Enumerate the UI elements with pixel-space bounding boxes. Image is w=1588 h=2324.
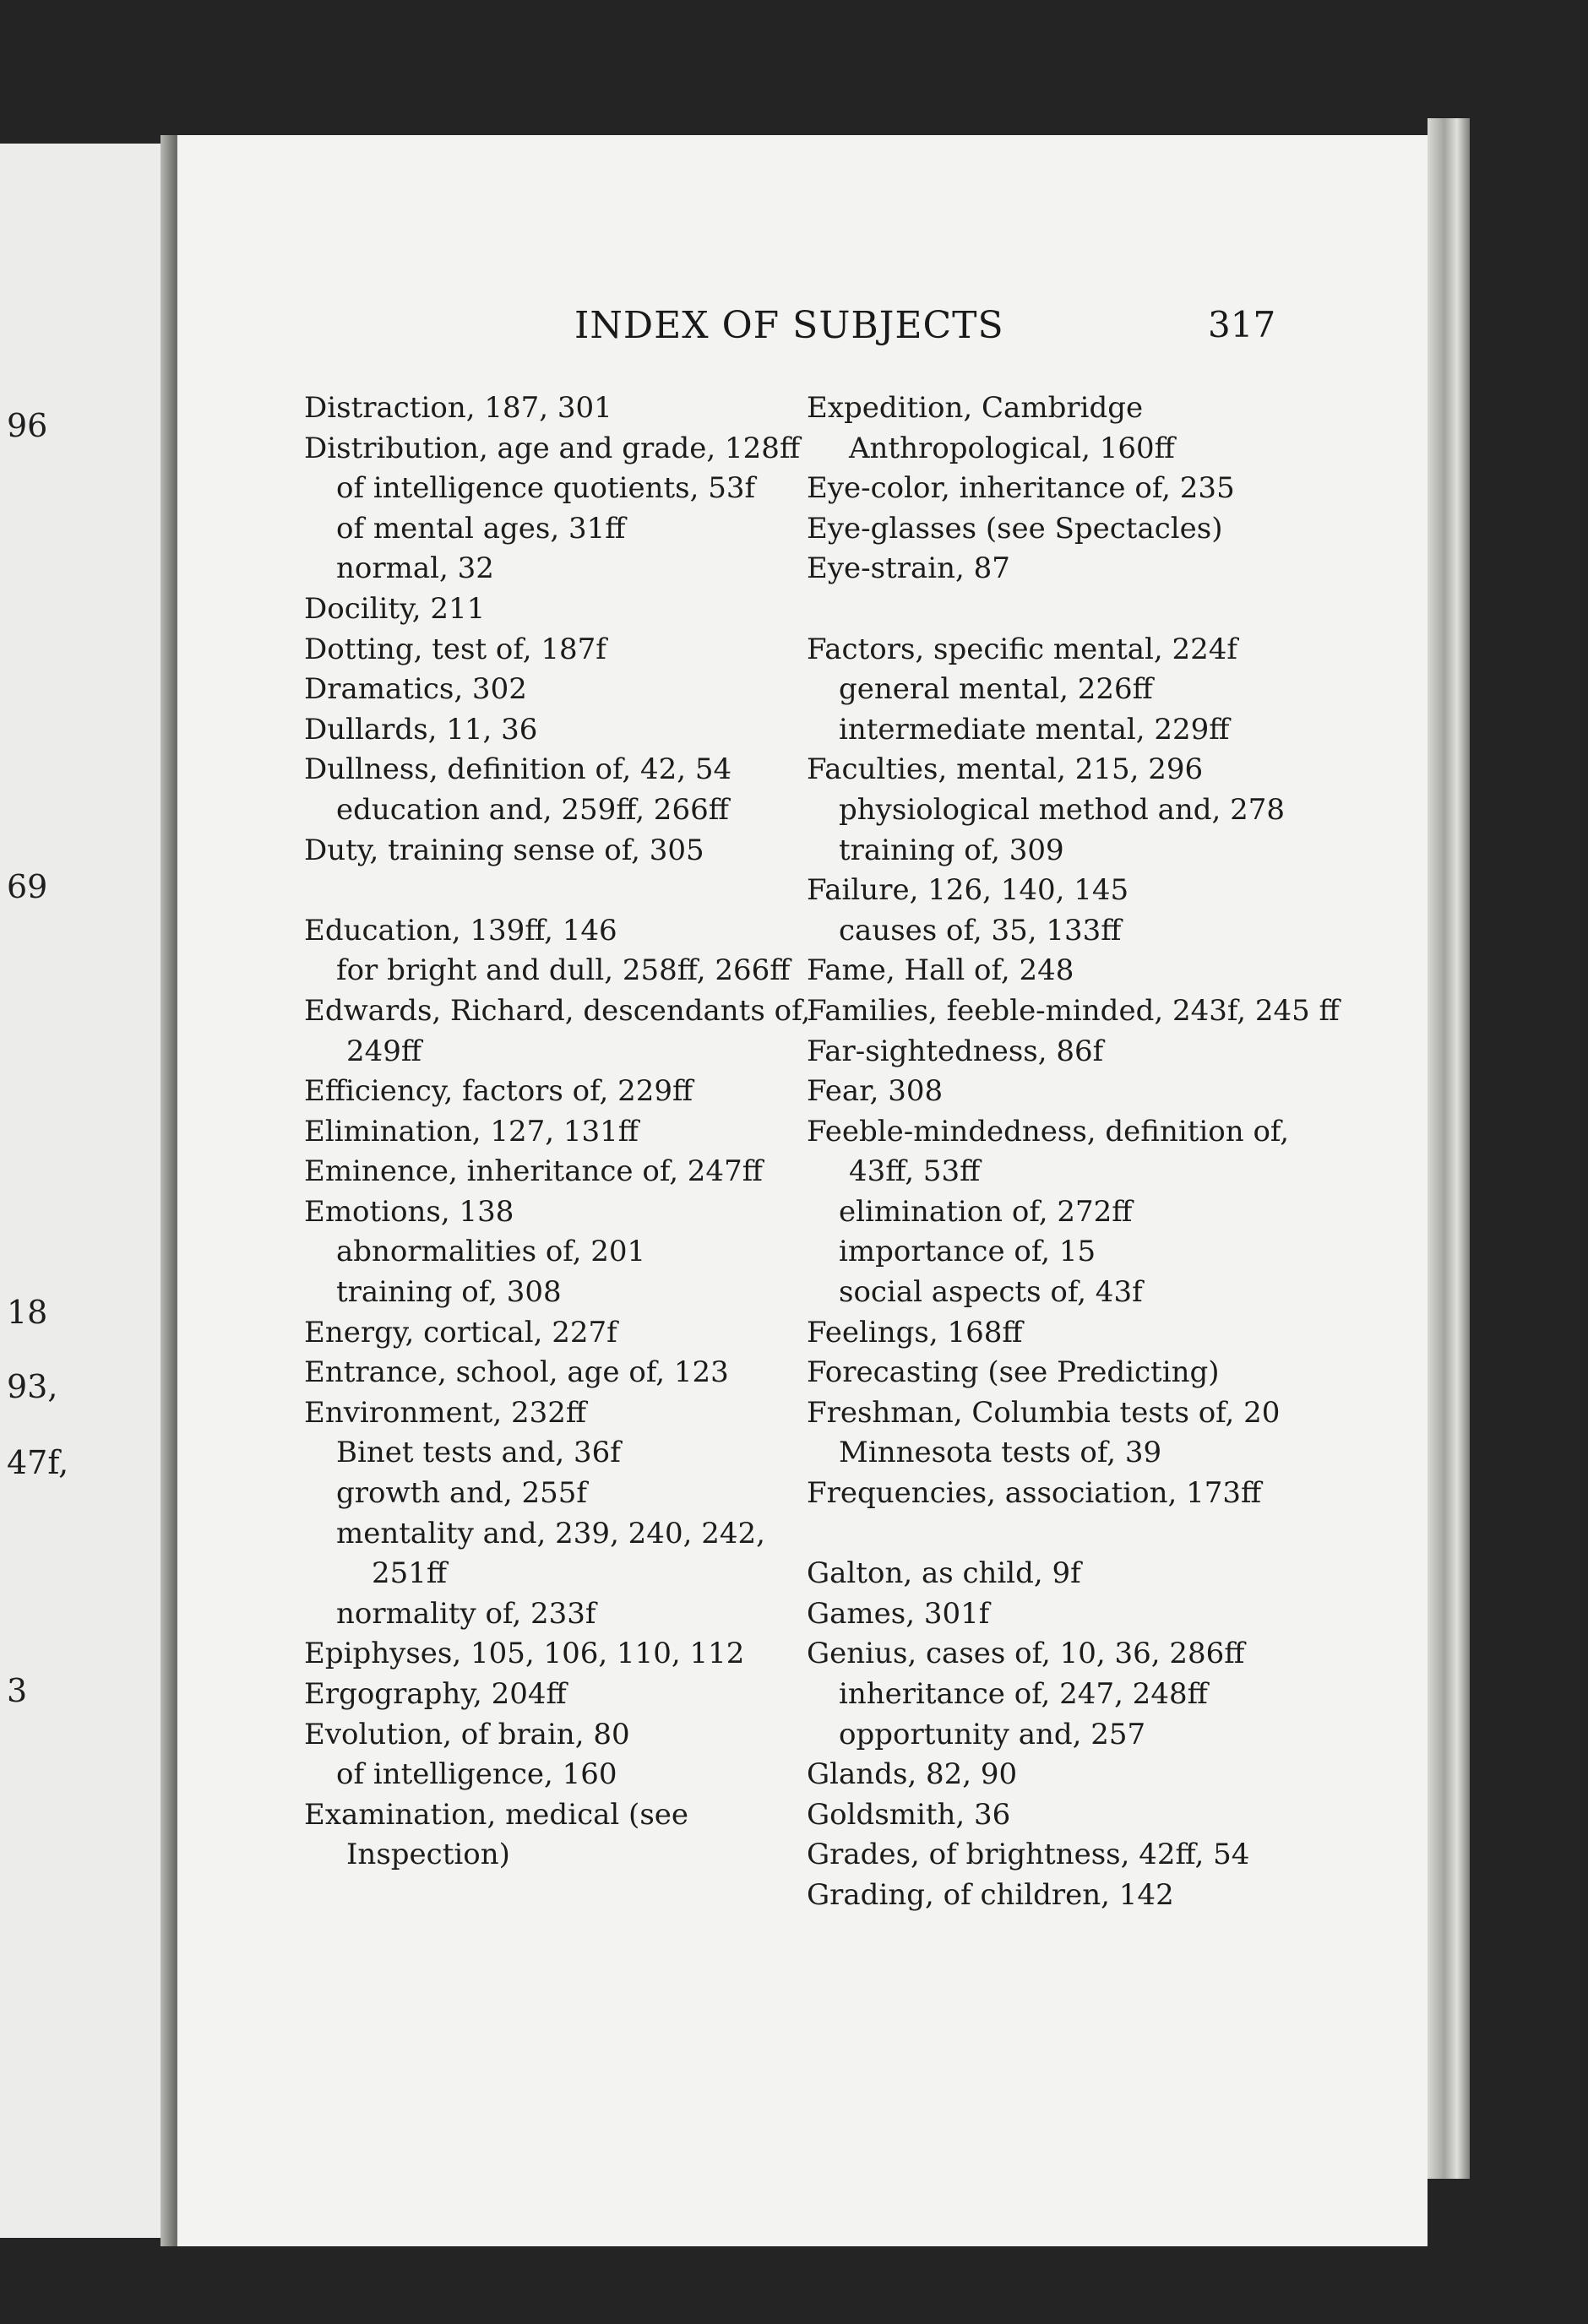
facing-page-number: 18: [7, 1294, 48, 1331]
index-entry: Distraction, 187, 301: [304, 391, 612, 425]
index-subentry: training of, 309: [839, 833, 1064, 867]
index-entry: Distribution, age and grade, 128ff: [304, 431, 801, 465]
page-number: 317: [1208, 304, 1276, 345]
index-gap: [304, 871, 819, 911]
index-entry: Grades, of brightness, 42ff, 54: [807, 1838, 1250, 1872]
index-subentry: physiological method and, 278: [839, 792, 1286, 827]
index-entry: Dullness, definition of, 42, 54: [304, 752, 732, 787]
index-gap: [807, 1514, 1347, 1555]
index-subentry: intermediate mental, 229ff: [839, 712, 1230, 747]
facing-page-edge: [0, 144, 160, 2238]
index-subentry: training of, 308: [336, 1275, 562, 1310]
index-entry: Ergography, 204ff: [304, 1677, 567, 1711]
index-subentry: opportunity and, 257: [839, 1717, 1146, 1751]
facing-page-number: 47f,: [7, 1444, 69, 1481]
index-entry: Games, 301f: [807, 1596, 990, 1631]
running-title: INDEX OF SUBJECTS: [574, 304, 1004, 347]
index-subentry: for bright and dull, 258ff, 266ff: [336, 953, 791, 988]
index-entry: Dullards, 11, 36: [304, 712, 538, 747]
index-subentry: elimination of, 272ff: [839, 1194, 1133, 1229]
facing-page-number: 69: [7, 868, 48, 905]
index-entry: Elimination, 127, 131ff: [304, 1114, 639, 1148]
index-subentry: mentality and, 239, 240, 242, 251ff: [336, 1516, 765, 1591]
index-entry: Failure, 126, 140, 145: [807, 873, 1129, 908]
index-column-left: [304, 388, 819, 1876]
index-subentry: of intelligence, 160: [336, 1757, 617, 1792]
index-subentry: of intelligence quotients, 53f: [336, 471, 756, 506]
index-entry: Examination, medical (see Inspection): [304, 1797, 689, 1872]
index-entry: Docility, 211: [304, 591, 486, 626]
page-header: [177, 304, 1428, 355]
index-entry: Freshman, Columbia tests of, 20: [807, 1395, 1281, 1430]
index-subentry: growth and, 255f: [336, 1476, 587, 1511]
index-entry: Dotting, test of, 187f: [304, 632, 606, 666]
index-entry: Fear, 308: [807, 1074, 944, 1109]
index-entry: Energy, cortical, 227f: [304, 1315, 617, 1349]
index-entry: Feelings, 168ff: [807, 1315, 1023, 1349]
index-entry: Eye-color, inheritance of, 235: [807, 471, 1235, 506]
index-subentry: Minnesota tests of, 39: [839, 1436, 1162, 1470]
index-entry: Emotions, 138: [304, 1194, 514, 1229]
index-entry: Dramatics, 302: [304, 672, 527, 707]
index-gap: [807, 589, 1347, 630]
index-entry: Environment, 232ff: [304, 1395, 587, 1430]
index-entry: Evolution, of brain, 80: [304, 1717, 630, 1751]
index-entry: Edwards, Richard, descendants of, 249ff: [304, 993, 811, 1068]
index-subentry: inheritance of, 247, 248ff: [839, 1677, 1208, 1711]
index-entry: Efficiency, factors of, 229ff: [304, 1074, 693, 1109]
index-entry: Families, feeble-minded, 243f, 245 ff: [807, 993, 1340, 1028]
page-stack-edge: [1428, 118, 1470, 2179]
index-entry: Duty, training sense of, 305: [304, 833, 704, 867]
index-entry: Grading, of children, 142: [807, 1877, 1174, 1912]
index-entry: Expedition, Cambridge Anthropological, 160ff: [807, 391, 1175, 465]
index-subentry: of mental ages, 31ff: [336, 511, 626, 546]
index-entry: Far-sightedness, 86f: [807, 1034, 1104, 1068]
index-subentry: importance of, 15: [839, 1235, 1096, 1269]
facing-page-number: 96: [7, 407, 48, 444]
index-entry: Epiphyses, 105, 106, 110, 112: [304, 1637, 745, 1671]
index-subentry: education and, 259ff, 266ff: [336, 792, 729, 827]
index-subentry: Binet tests and, 36f: [336, 1436, 621, 1470]
index-entry: Entrance, school, age of, 123: [304, 1355, 729, 1390]
index-entry: Fame, Hall of, 248: [807, 953, 1074, 988]
index-subentry: normal, 32: [336, 551, 494, 586]
index-entry: Galton, as child, 9f: [807, 1556, 1081, 1591]
index-entry: Glands, 82, 90: [807, 1757, 1018, 1792]
index-column-right: [807, 388, 1347, 1916]
index-subentry: abnormalities of, 201: [336, 1235, 646, 1269]
index-entry: Eye-strain, 87: [807, 551, 1010, 586]
index-entry: Goldsmith, 36: [807, 1797, 1011, 1832]
index-entry: Feeble-mindedness, definition of, 43ff, 53ff: [807, 1114, 1290, 1189]
index-page: [177, 135, 1428, 2246]
index-subentry: normality of, 233f: [336, 1596, 596, 1631]
index-entry: Forecasting (see Predicting): [807, 1355, 1220, 1390]
index-subentry: social aspects of, 43f: [839, 1275, 1143, 1310]
index-entry: Factors, specific mental, 224f: [807, 632, 1237, 666]
index-entry: Genius, cases of, 10, 36, 286ff: [807, 1637, 1245, 1671]
facing-page-number: 3: [7, 1672, 28, 1709]
index-subentry: general mental, 226ff: [839, 672, 1153, 707]
index-entry: Faculties, mental, 215, 296: [807, 752, 1204, 787]
index-entry: Eye-glasses (see Spectacles): [807, 511, 1223, 546]
index-entry: Frequencies, association, 173ff: [807, 1476, 1262, 1511]
index-entry: Education, 139ff, 146: [304, 913, 617, 948]
index-entry: Eminence, inheritance of, 247ff: [304, 1154, 763, 1189]
facing-page-number: 93,: [7, 1368, 58, 1405]
index-subentry: causes of, 35, 133ff: [839, 913, 1122, 948]
